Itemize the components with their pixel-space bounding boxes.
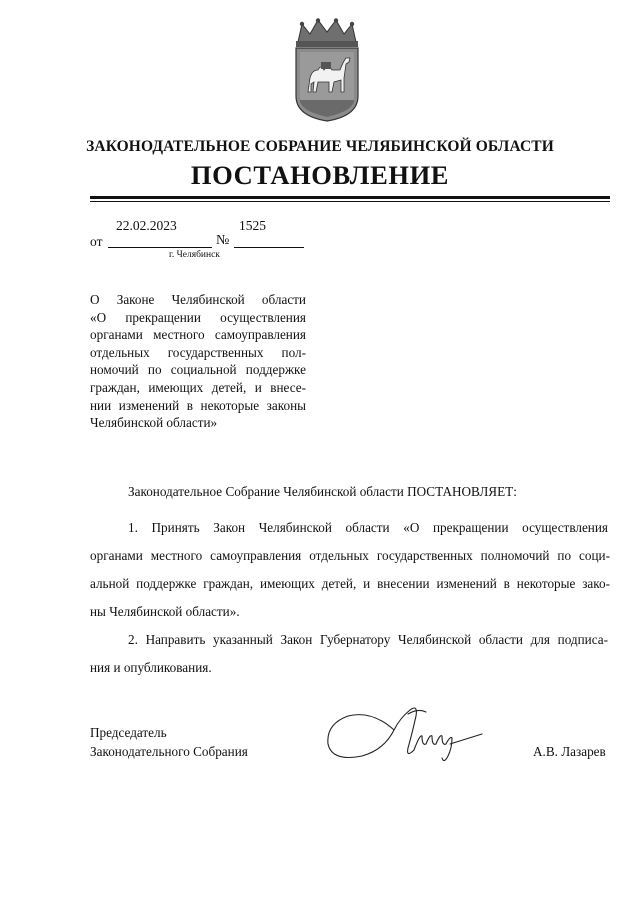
header-rule-thick <box>90 196 610 199</box>
subject-line: номочий по социальной поддержке <box>90 362 306 378</box>
subject-line: «О прекращении осуществления <box>90 309 306 325</box>
subject-line: О Законе Челябинской области <box>90 292 306 307</box>
document-number: 1525 <box>239 218 266 233</box>
document-type-title: ПОСТАНОВЛЕНИЕ <box>190 160 450 190</box>
subject-line: Челябинской области» <box>90 415 218 431</box>
item1-line: органами местного самоуправления отдельных государственных полномочий по соци- <box>90 548 610 563</box>
number-underline <box>234 247 304 248</box>
preamble: Законодательное Собрание Челябинской области ПОСТАНОВЛЯЕТ: <box>128 484 517 499</box>
document-date: 22.02.2023 <box>116 218 177 233</box>
number-label: № <box>216 233 230 248</box>
coat-of-arms-icon <box>288 18 366 122</box>
subject-line: нии изменений в некоторые законы <box>90 397 306 413</box>
item2-line: 2. Направить указанный Закон Губернатору Челябинской области для подписа- <box>128 632 608 647</box>
item1-line: альной поддержке граждан, имеющих детей, и внесении изменений в некоторые зако- <box>90 576 610 591</box>
subject-line: граждан, имеющих детей, и внесе- <box>90 379 306 395</box>
date-underline <box>108 247 212 248</box>
organization-title: ЗАКОНОДАТЕЛЬНОЕ СОБРАНИЕ ЧЕЛЯБИНСКОЙ ОБЛАСТИ <box>86 138 554 155</box>
city-label: г. Челябинск <box>169 250 220 260</box>
from-label: от <box>90 234 103 249</box>
item2-line: ния и опубликования. <box>90 660 212 675</box>
document-subject <box>90 291 306 432</box>
item1-line: ны Челябинской области». <box>90 604 240 619</box>
signatory-name: А.В. Лазарев <box>533 744 606 759</box>
subject-line: отдельных государственных пол- <box>90 344 306 360</box>
signatory-position-line1: Председатель <box>90 725 167 740</box>
subject-line: органами местного самоуправления <box>90 327 306 343</box>
header-rule-thin <box>90 201 610 202</box>
signatory-position-line2: Законодательного Собрания <box>90 744 248 759</box>
item1-line: 1. Принять Закон Челябинской области «О прекращении осуществления <box>128 520 608 535</box>
signature-icon <box>322 700 487 772</box>
